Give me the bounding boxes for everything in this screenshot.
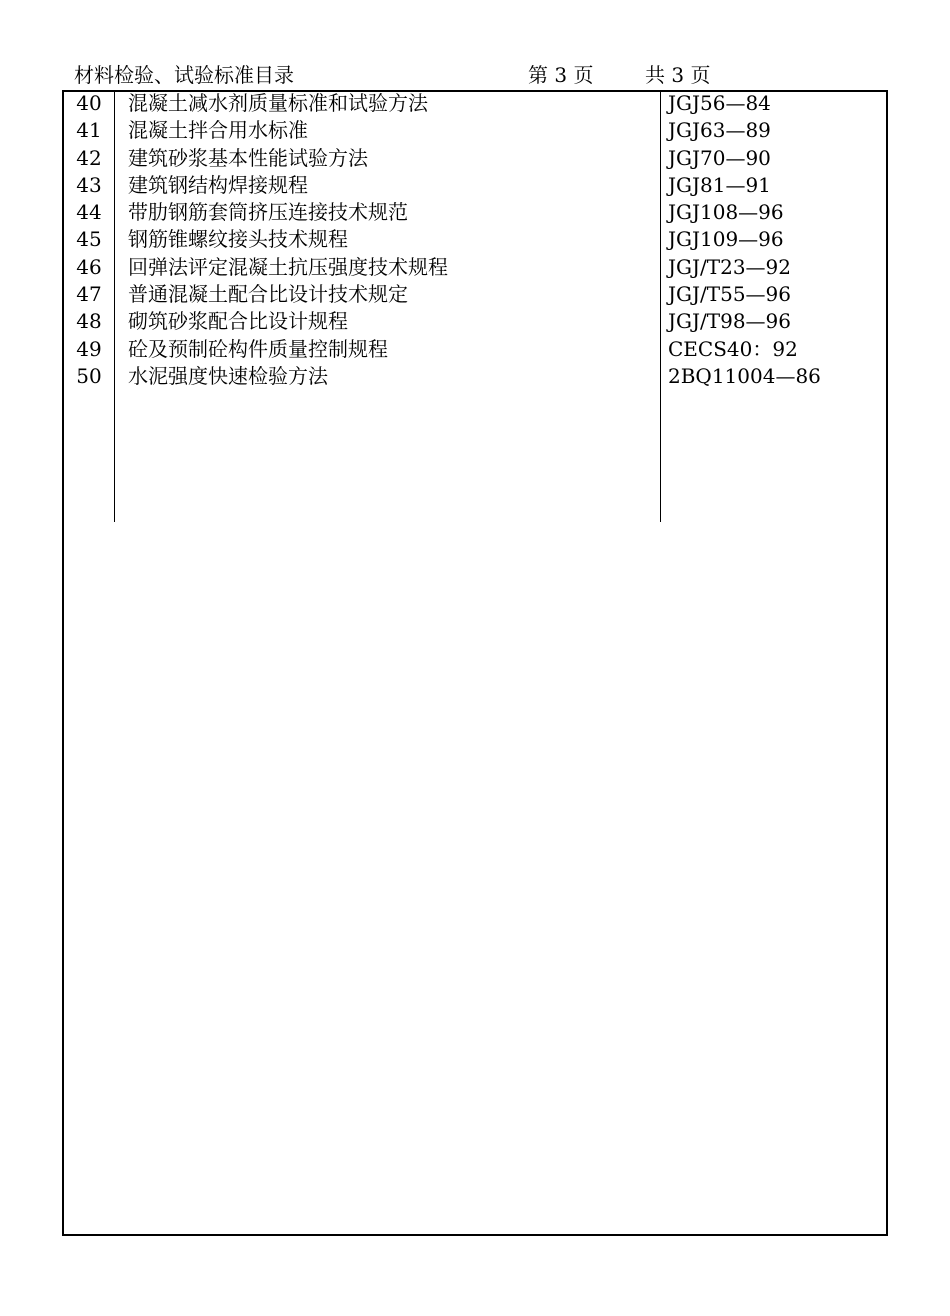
standard-code: JGJ56—84 [668,91,771,115]
standard-name: 建筑钢结构焊接规程 [128,172,308,197]
table-row [0,309,950,336]
row-number: 46 [76,254,102,279]
page-total: 共 3 页 [645,63,711,87]
standard-code: JGJ81—91 [668,172,771,197]
table-row [0,146,950,173]
row-number: 43 [76,172,102,197]
table-row [0,337,950,364]
standard-name: 普通混凝土配合比设计技术规定 [128,282,408,307]
table-row [0,91,950,118]
row-number: 44 [76,200,102,225]
standard-name: 砌筑砂浆配合比设计规程 [128,309,348,334]
standard-code: JGJ70—90 [668,145,771,170]
table-row [0,118,950,145]
row-number: 41 [76,118,102,143]
standard-code: JGJ63—89 [668,118,771,143]
standard-code: JGJ108—96 [668,200,784,225]
standard-name: 砼及预制砼构件质量控制规程 [128,336,388,361]
row-number: 45 [76,227,102,252]
standard-name: 混凝土拌合用水标准 [128,118,308,143]
row-number: 50 [76,363,102,388]
standard-name: 回弹法评定混凝土抗压强度技术规程 [128,254,448,279]
standards-table [0,91,950,391]
table-row [0,200,950,227]
table-row [0,227,950,254]
row-number: 48 [76,309,102,334]
page-header [0,60,950,90]
standard-name: 钢筋锥螺纹接头技术规程 [128,227,348,252]
standard-name: 建筑砂浆基本性能试验方法 [128,145,368,170]
standard-code: 2BQ11004—86 [668,363,821,388]
standard-name: 水泥强度快速检验方法 [128,363,328,388]
standard-code: JGJ109—96 [668,227,784,252]
standard-name: 混凝土减水剂质量标准和试验方法 [128,91,428,115]
table-row [0,255,950,282]
row-number: 42 [76,145,102,170]
standard-name: 带肋钢筋套筒挤压连接技术规范 [128,200,408,225]
page-number: 第 3 页 [528,63,594,87]
standard-code: JGJ/T98—96 [668,309,791,334]
row-number: 49 [76,336,102,361]
table-row [0,364,950,391]
standard-code: JGJ/T55—96 [668,282,791,307]
standard-code: CECS40：92 [668,336,798,361]
standard-code: JGJ/T23—92 [668,254,791,279]
table-row [0,282,950,309]
row-number: 40 [76,91,102,115]
document-title: 材料检验、试验标准目录 [74,63,294,87]
row-number: 47 [76,282,102,307]
table-row [0,173,950,200]
